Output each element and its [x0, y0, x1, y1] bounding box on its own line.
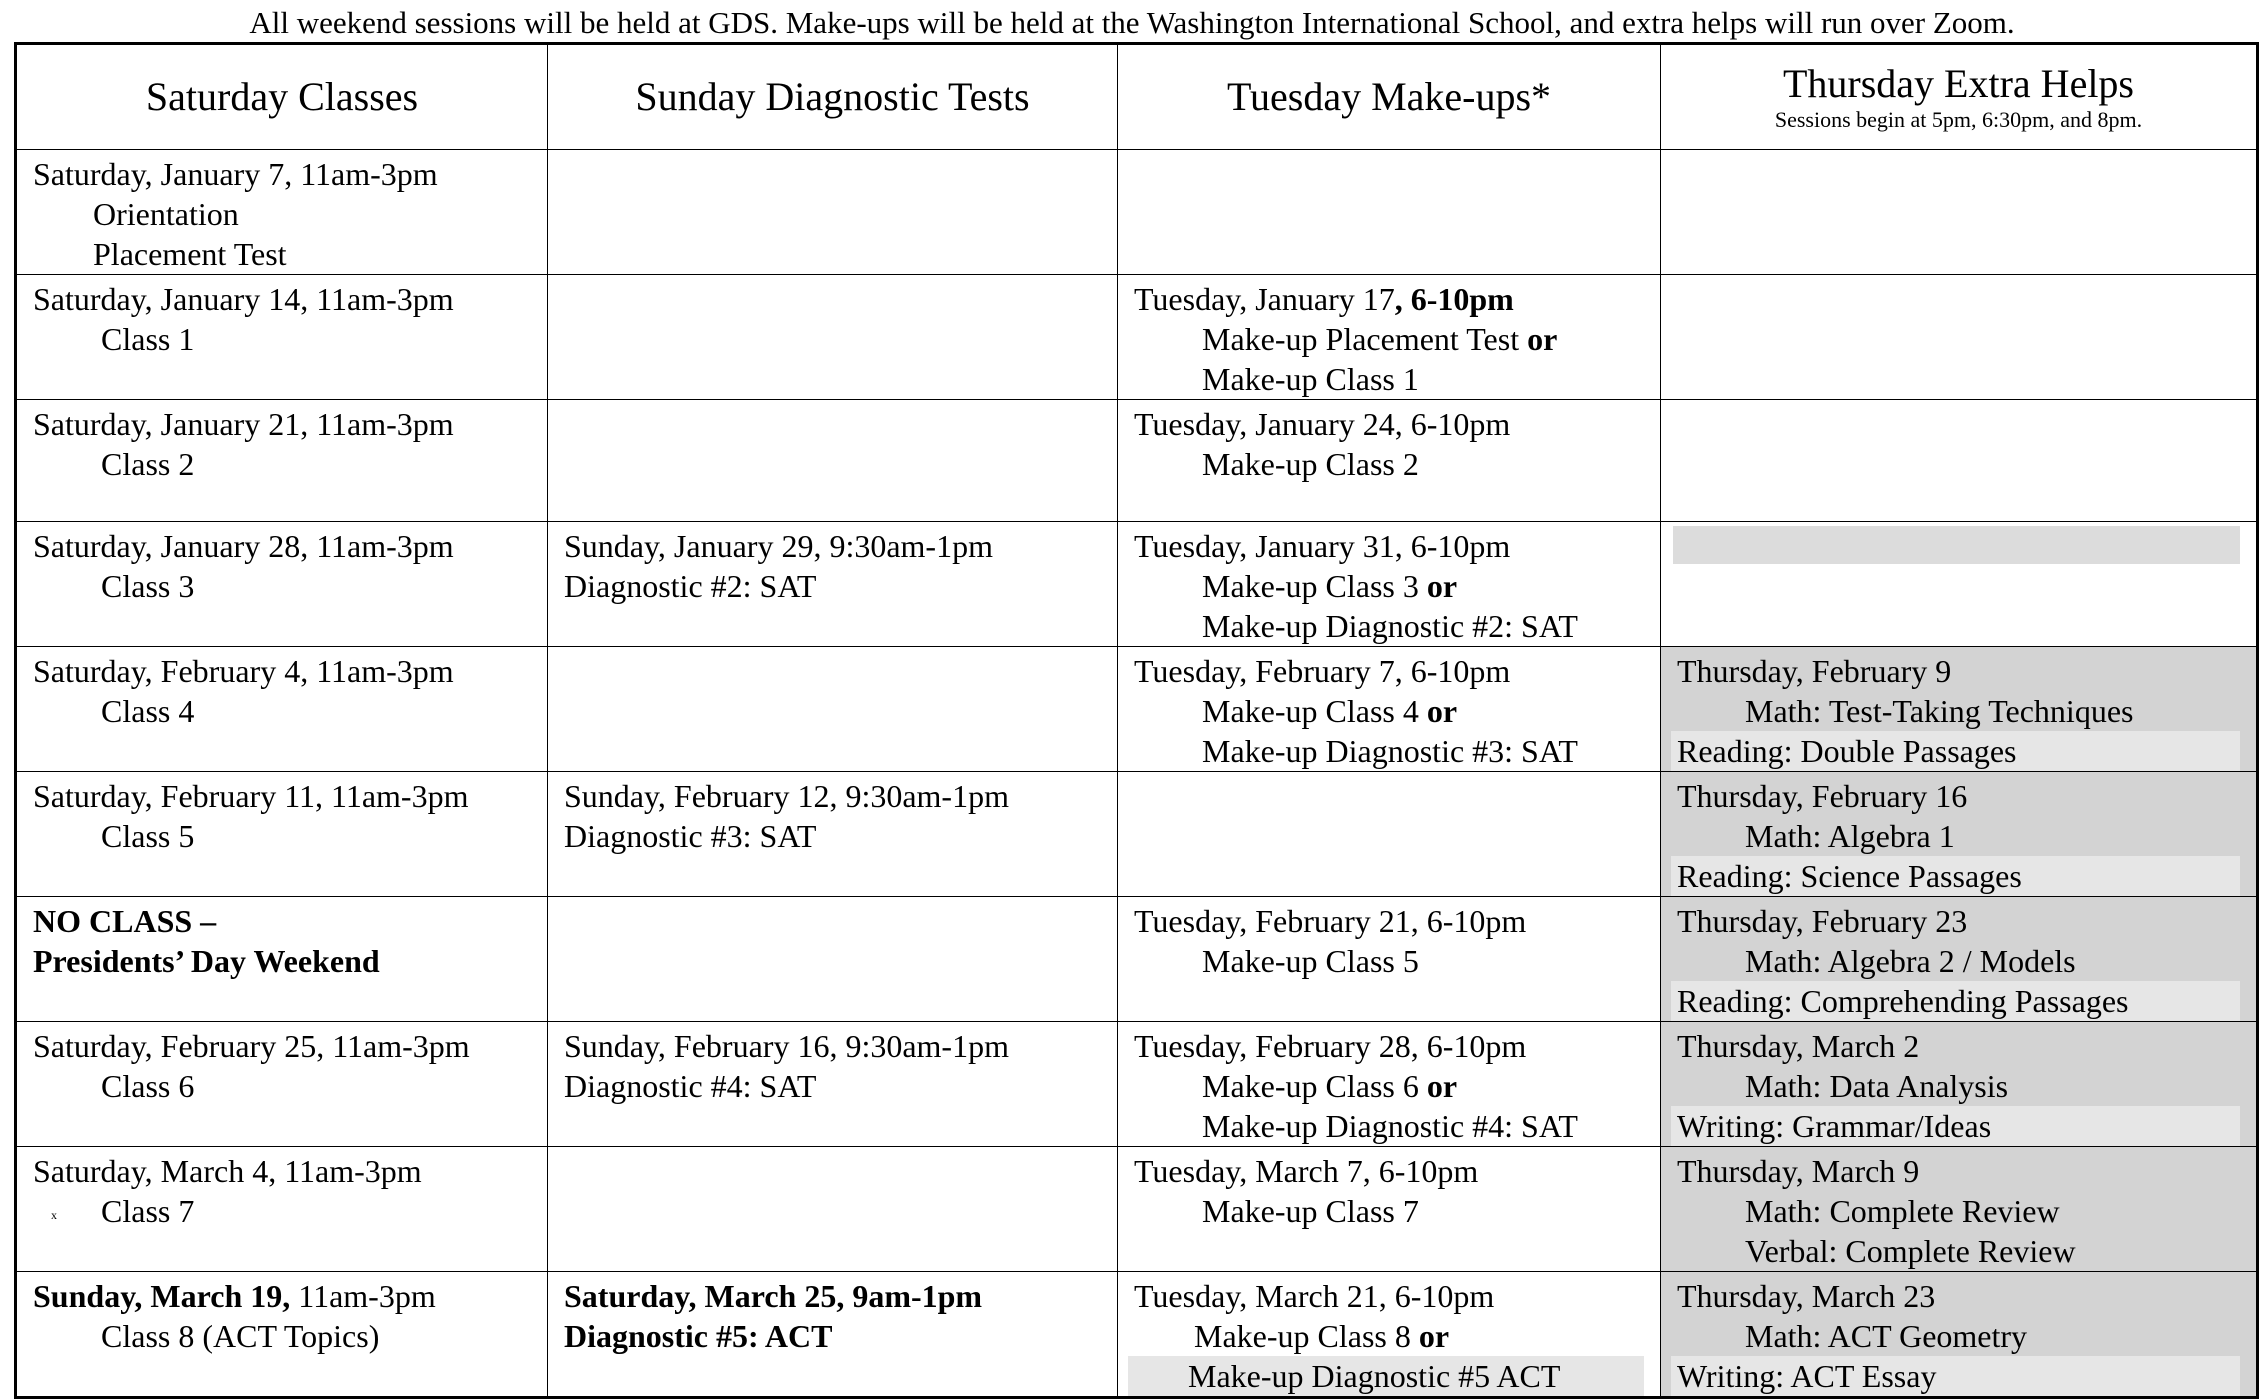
sunday-date: Sunday, February 16, 9:30am-1pm — [564, 1028, 1009, 1064]
header-thursday-subtitle: Sessions begin at 5pm, 6:30pm, and 8pm. — [1774, 107, 2143, 132]
saturday-item: Class 1 — [101, 321, 195, 357]
table-row — [16, 647, 2258, 772]
saturday-item: Class 5 — [101, 818, 195, 854]
schedule-table — [14, 42, 2259, 1399]
thursday-item: Math: Complete Review — [1745, 1193, 2060, 1229]
tuesday-cell — [1118, 400, 1661, 522]
table-row — [16, 1022, 2258, 1147]
saturday-cell — [16, 400, 548, 522]
saturday-cell — [16, 647, 548, 772]
sunday-cell — [548, 150, 1118, 275]
thursday-cell — [1661, 1272, 2258, 1398]
thursday-item: Math: Data Analysis — [1745, 1068, 2009, 1104]
table-row — [16, 400, 2258, 522]
sunday-cell — [548, 1147, 1118, 1272]
table-row — [16, 150, 2258, 275]
tuesday-item: Make-up Class 6 or — [1202, 1068, 1458, 1104]
thursday-cell — [1661, 400, 2258, 522]
thursday-cell — [1661, 522, 2258, 647]
tuesday-cell — [1118, 647, 1661, 772]
saturday-date: Saturday, February 11, 11am-3pm — [33, 778, 469, 814]
saturday-date: Saturday, March 4, 11am-3pm — [33, 1153, 422, 1189]
sunday-item: Diagnostic #3: SAT — [564, 818, 817, 854]
tuesday-date: Tuesday, February 7, 6-10pm — [1134, 653, 1511, 689]
tuesday-date: Tuesday, March 7, 6-10pm — [1134, 1153, 1479, 1189]
tuesday-item: Make-up Placement Test or — [1202, 321, 1558, 357]
thursday-item: Reading: Comprehending Passages — [1671, 981, 2240, 1021]
sunday-item: Diagnostic #4: SAT — [564, 1068, 817, 1104]
saturday-item: Class 3 — [101, 568, 195, 604]
sunday-cell — [548, 1022, 1118, 1147]
saturday-cell — [16, 522, 548, 647]
header-saturday: Saturday Classes — [16, 44, 548, 150]
saturday-item: Orientation — [93, 196, 239, 232]
saturday-item: Placement Test — [93, 236, 287, 272]
table-row — [16, 1147, 2258, 1272]
saturday-date: Saturday, February 4, 11am-3pm — [33, 653, 454, 689]
header-thursday — [1661, 44, 2258, 150]
sunday-cell — [548, 1272, 1118, 1398]
schedule-caption: All weekend sessions will be held at GDS. Make-ups will be held at the Washington International School, and extra helps will run over Zoom. — [249, 5, 2015, 40]
tuesday-date: Tuesday, January 24, 6-10pm — [1134, 406, 1511, 442]
saturday-cell — [16, 1022, 548, 1147]
thursday-item: Math: ACT Geometry — [1745, 1318, 2028, 1354]
header-thursday-title: Thursday Extra Helps — [1782, 61, 2134, 106]
tuesday-item: Make-up Class 2 — [1202, 446, 1419, 482]
saturday-date: Sunday, March 19, 11am-3pm — [33, 1278, 436, 1314]
sunday-cell — [548, 897, 1118, 1022]
tuesday-date: Tuesday, March 21, 6-10pm — [1134, 1278, 1495, 1314]
table-row — [16, 897, 2258, 1022]
tuesday-item: Make-up Diagnostic #3: SAT — [1202, 733, 1578, 769]
thursday-item: Math: Algebra 1 — [1745, 818, 1955, 854]
sunday-cell — [548, 400, 1118, 522]
saturday-cell — [16, 772, 548, 897]
header-row — [16, 44, 2258, 150]
saturday-date: Saturday, January 21, 11am-3pm — [33, 406, 454, 442]
holiday-label: Presidents’ Day Weekend — [33, 943, 380, 979]
saturday-date: Saturday, January 7, 11am-3pm — [33, 156, 438, 192]
thursday-date: Thursday, February 9 — [1677, 653, 1952, 689]
thursday-item: Reading: Double Passages — [1671, 731, 2240, 771]
sunday-item: Diagnostic #2: SAT — [564, 568, 817, 604]
tuesday-item: Make-up Class 3 or — [1202, 568, 1458, 604]
thursday-cell — [1661, 150, 2258, 275]
saturday-item: x Class 7 — [51, 1193, 195, 1229]
tuesday-item: Make-up Diagnostic #4: SAT — [1202, 1108, 1578, 1144]
saturday-item: Class 8 (ACT Topics) — [101, 1318, 380, 1354]
thursday-date: Thursday, March 2 — [1677, 1028, 1920, 1064]
saturday-date: Saturday, January 28, 11am-3pm — [33, 528, 454, 564]
tuesday-cell — [1118, 772, 1661, 897]
saturday-cell — [16, 897, 548, 1022]
thursday-cell — [1661, 772, 2258, 897]
thursday-cell — [1661, 897, 2258, 1022]
thursday-item: Writing: Grammar/Ideas — [1671, 1106, 2240, 1146]
thursday-date: Thursday, March 23 — [1677, 1278, 1936, 1314]
thursday-cell — [1661, 647, 2258, 772]
sunday-cell — [548, 275, 1118, 400]
tuesday-cell — [1118, 150, 1661, 275]
sunday-item: Diagnostic #5: ACT — [564, 1318, 833, 1354]
thursday-date: Thursday, March 9 — [1677, 1153, 1920, 1189]
saturday-item: Class 2 — [101, 446, 195, 482]
thursday-item: Math: Algebra 2 / Models — [1745, 943, 2076, 979]
thursday-date: Thursday, February 23 — [1677, 903, 1968, 939]
saturday-cell — [16, 275, 548, 400]
thursday-cell — [1661, 1022, 2258, 1147]
thursday-date: Thursday, February 16 — [1677, 778, 1968, 814]
no-class-label: NO CLASS – — [33, 903, 217, 939]
tuesday-item: Make-up Class 8 or — [1194, 1318, 1450, 1354]
tuesday-item: Make-up Diagnostic #2: SAT — [1202, 608, 1578, 644]
tuesday-cell — [1118, 275, 1661, 400]
thursday-item: Math: Test-Taking Techniques — [1745, 693, 2134, 729]
tuesday-date: Tuesday, January 31, 6-10pm — [1134, 528, 1511, 564]
saturday-cell — [16, 150, 548, 275]
tuesday-cell — [1118, 1272, 1661, 1398]
sunday-cell — [548, 647, 1118, 772]
table-row — [16, 522, 2258, 647]
tuesday-item: Make-up Class 1 — [1202, 361, 1419, 397]
tuesday-item: Make-up Class 4 or — [1202, 693, 1458, 729]
thursday-cell — [1661, 1147, 2258, 1272]
thursday-item: Writing: ACT Essay — [1671, 1356, 2240, 1396]
tuesday-cell — [1118, 1022, 1661, 1147]
tuesday-cell — [1118, 522, 1661, 647]
sunday-date: Saturday, March 25, 9am-1pm — [564, 1278, 983, 1314]
table-row — [16, 1272, 2258, 1398]
tuesday-date: Tuesday, January 17, 6-10pm — [1134, 281, 1514, 317]
tuesday-item: Make-up Diagnostic #5 ACT — [1128, 1356, 1644, 1396]
sunday-cell — [548, 522, 1118, 647]
saturday-cell — [16, 1147, 548, 1272]
thursday-cell — [1661, 275, 2258, 400]
saturday-cell — [16, 1272, 548, 1398]
header-tuesday: Tuesday Make-ups* — [1118, 44, 1661, 150]
tuesday-item: Make-up Class 5 — [1202, 943, 1419, 979]
sunday-date: Sunday, February 12, 9:30am-1pm — [564, 778, 1009, 814]
thursday-item: Reading: Science Passages — [1671, 856, 2240, 896]
thursday-item: Verbal: Complete Review — [1745, 1233, 2076, 1269]
saturday-item: Class 4 — [101, 693, 195, 729]
saturday-date: Saturday, February 25, 11am-3pm — [33, 1028, 470, 1064]
tuesday-cell — [1118, 1147, 1661, 1272]
tuesday-date: Tuesday, February 28, 6-10pm — [1134, 1028, 1527, 1064]
saturday-item: Class 6 — [101, 1068, 195, 1104]
header-sunday: Sunday Diagnostic Tests — [548, 44, 1118, 150]
saturday-date: Saturday, January 14, 11am-3pm — [33, 281, 454, 317]
tuesday-item: Make-up Class 7 — [1202, 1193, 1419, 1229]
tuesday-date: Tuesday, February 21, 6-10pm — [1134, 903, 1527, 939]
table-row — [16, 772, 2258, 897]
table-row — [16, 275, 2258, 400]
sunday-cell — [548, 772, 1118, 897]
tuesday-cell — [1118, 897, 1661, 1022]
sunday-date: Sunday, January 29, 9:30am-1pm — [564, 528, 993, 564]
shaded-bar — [1673, 526, 2240, 564]
